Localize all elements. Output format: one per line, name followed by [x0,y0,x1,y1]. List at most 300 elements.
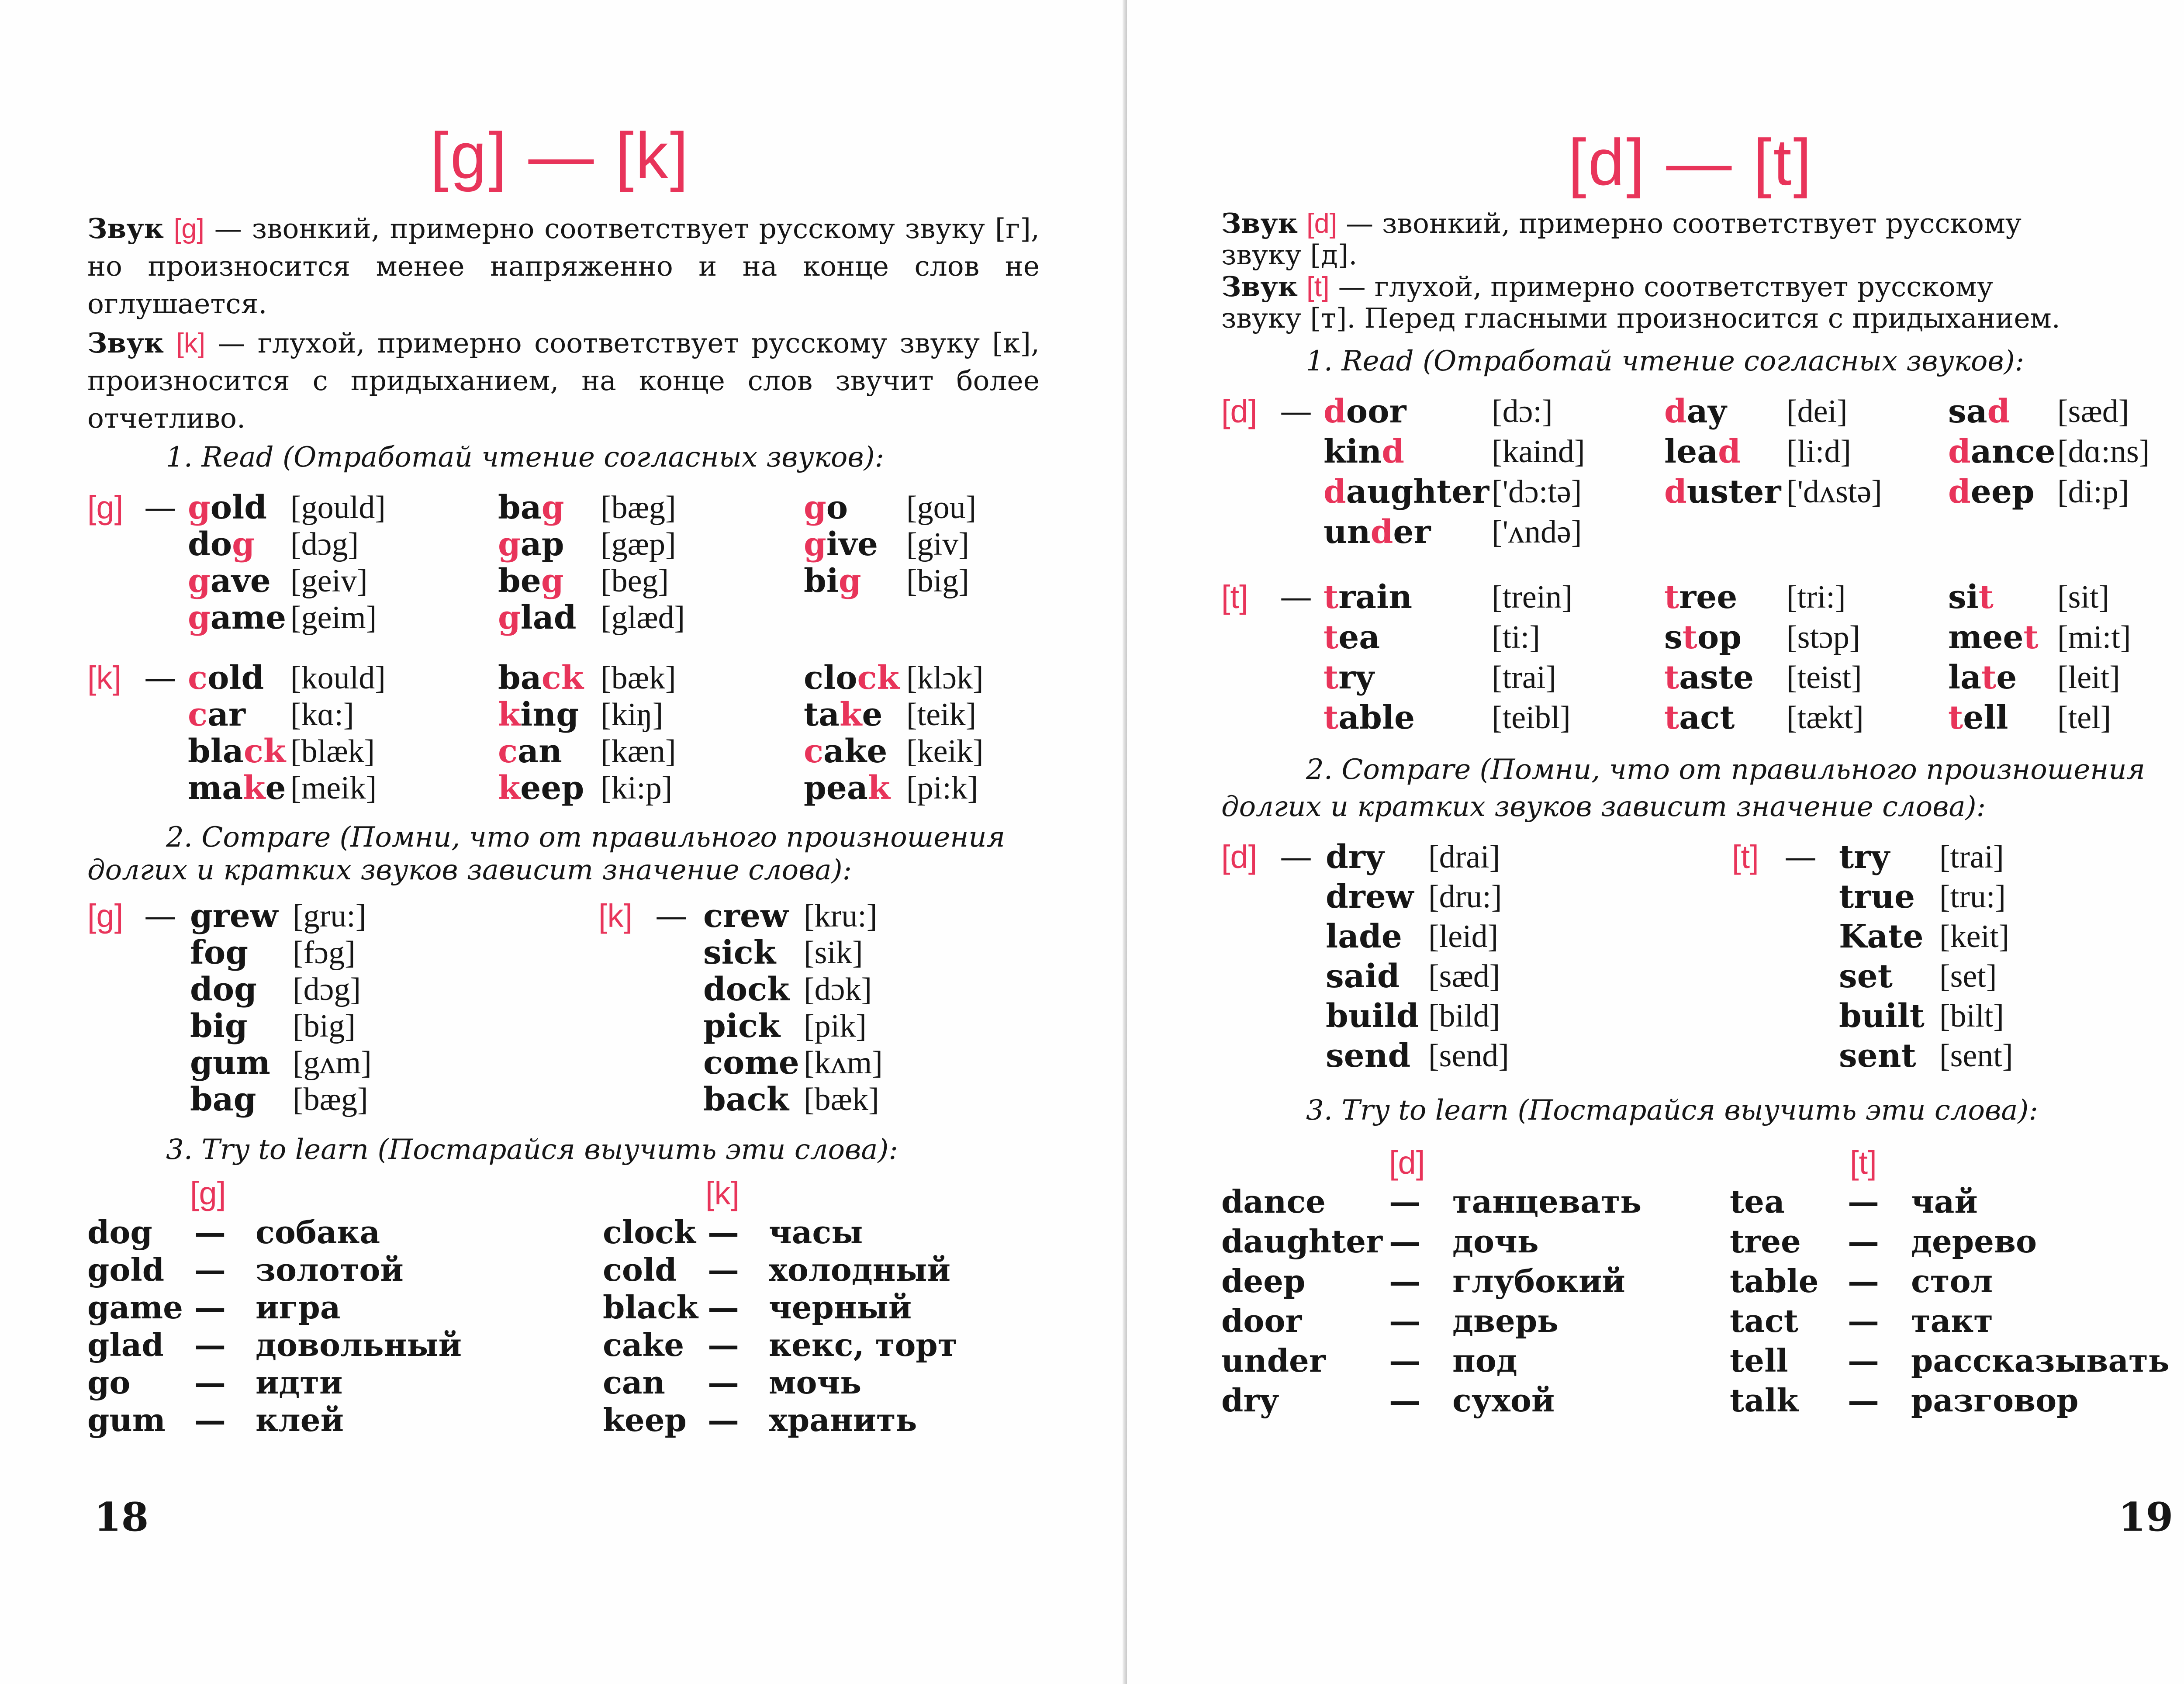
word-part: ba [498,489,542,526]
word-part: la [1948,659,1982,696]
dash: — [708,1251,739,1288]
intro-text: звуку [д]. [1221,239,1358,271]
transcription: [sik] [804,935,863,971]
word-part: aughter [1346,473,1489,511]
word-part: lea [1664,433,1718,470]
transcription: [mi:t] [2057,619,2131,655]
transcription: [bild] [1428,998,1500,1034]
transcription: [dɔk] [804,972,872,1007]
transcription: [giv] [906,526,969,562]
sound-label: [d] [1389,1145,1425,1181]
dash: — [1848,1183,1879,1220]
highlighted-letters: d [1718,433,1741,470]
word-part: uster [1686,473,1781,511]
word-part: oor [1346,393,1406,430]
word [804,698,883,731]
word [1664,578,1738,616]
sound-label: [k] [176,328,205,359]
vocab-word: daughter [1221,1223,1383,1260]
highlighted-letters: d [1948,433,1971,470]
highlighted-letters: k [498,769,521,807]
word [1324,699,1415,737]
word: pick [703,1007,781,1045]
translation: сухой [1452,1382,1555,1419]
vocab-word: tree [1730,1223,1801,1260]
highlighted-letters: t [1664,578,1679,616]
word: true [1839,878,1915,916]
word: fog [190,934,248,972]
highlighted-letters: ck [857,659,899,697]
translation: хранить [769,1401,917,1438]
word [804,769,891,807]
exercise-command: Compare [1341,754,1471,786]
transcription: [tel] [2057,700,2111,736]
vocab-word: dance [1221,1183,1326,1220]
highlighted-letters: t [1324,659,1339,696]
word: try [1839,838,1890,876]
dash: — [194,1401,226,1438]
exercise-number: 2. [1306,754,1333,786]
word-part: clo [804,659,857,697]
word [804,735,887,768]
transcription: [dru:] [1428,879,1502,915]
word-part: ame [210,599,287,636]
highlighted-letters: k [243,769,266,807]
highlighted-letters: c [188,659,208,697]
translation: разговор [1911,1382,2079,1419]
translation: такт [1911,1302,1993,1339]
transcription: [sæd] [1428,958,1500,994]
word: send [1326,1037,1411,1075]
word-part: ay [1686,393,1727,430]
vocab-word: dog [87,1214,152,1251]
highlighted-letters: g [804,489,826,526]
intro-text: — звонкий, примерно соответствует русскому [1346,207,2022,239]
intro-d-paragraph [1221,207,2182,271]
word-part: ap [520,526,564,563]
transcription: [keik] [906,733,984,769]
transcription: [geiv] [290,563,368,599]
transcription: [bilt] [1939,998,2004,1034]
transcription: [big] [293,1008,356,1044]
exercise-number: 3. [166,1134,193,1166]
exercise-2-heading [166,821,1005,854]
highlighted-letters: g [804,526,826,563]
transcription: [gru:] [293,898,366,934]
translation: кекс, торт [769,1326,957,1363]
dash: — [1848,1302,1879,1339]
highlighted-letters: t [1978,578,1994,616]
highlighted-letters: g [188,562,211,600]
vocab-word: tea [1730,1183,1785,1220]
transcription: [geim] [290,600,377,636]
transcription: [dɔ:] [1492,394,1553,429]
word-part: ance [1970,433,2056,470]
word: lade [1326,918,1402,955]
transcription: ['dʌstə] [1787,474,1882,510]
word: built [1839,997,1925,1035]
translation: холодный [769,1251,951,1288]
word-part: op [1697,619,1742,656]
highlighted-letters: t [1324,619,1339,656]
transcription: [bæg] [601,490,676,526]
exercise-hint: (Помни, что от правильного произношения [1479,754,2145,786]
transcription: [pi:k] [906,770,978,806]
word [498,769,584,807]
word [804,526,878,563]
word [1948,621,2039,654]
transcription: [beg] [601,563,669,599]
transcription: [kæn] [601,733,676,769]
dash: — [708,1364,739,1401]
highlighted-letters: t [1664,659,1679,696]
dash: — [1280,578,1312,616]
word [1948,473,2035,511]
vocab-word: game [87,1289,183,1326]
word: gum [190,1044,270,1082]
translation: игра [256,1289,341,1326]
word-part: mee [1948,619,2024,656]
vocab-word: black [603,1289,698,1326]
exercise-hint: (Постарайся выучить эти слова): [377,1134,898,1166]
word-part: eep [520,769,584,807]
word [498,526,564,563]
transcription: [di:p] [2057,474,2129,510]
dash: — [1389,1342,1420,1379]
transcription: [leit] [2057,660,2120,695]
word [1664,473,1781,511]
word-part: ave [210,562,271,600]
sound-label: [k] [705,1175,740,1211]
word [498,698,579,731]
word-part: do [188,526,232,563]
dash: — [1784,838,1817,876]
page-title: [g] — [k] [430,119,690,192]
translation: мочь [769,1364,862,1401]
transcription: [kould] [290,660,386,696]
word [1948,699,2008,737]
exercise-hint: (Помни, что от правильного произношения [339,821,1005,854]
word [1324,661,1374,694]
transcription: [kaind] [1492,434,1585,470]
transcription: [big] [906,563,969,599]
word: build [1326,997,1419,1035]
word-part: be [498,562,541,600]
vocab-word: go [87,1364,131,1401]
word-part: sa [1948,393,1987,430]
highlighted-letters: t [1682,619,1697,656]
translation: клей [256,1401,344,1438]
transcription: [ti:] [1492,619,1540,655]
dash: — [194,1326,226,1363]
word [188,659,264,697]
word: big [190,1007,248,1045]
word-part: kin [1324,433,1382,470]
word [804,491,848,524]
highlighted-letters: k [867,769,891,807]
word: dock [703,971,790,1008]
word: back [703,1081,789,1118]
highlighted-letters: g [541,489,564,526]
translation: дочь [1452,1223,1539,1260]
word-part: aste [1679,659,1754,696]
dash: — [1280,838,1312,876]
highlighted-letters: c [804,733,824,770]
exercise-command: Compare [201,821,331,854]
highlighted-letters: t [1324,699,1339,737]
word [188,698,245,731]
vocab-word: glad [87,1326,164,1363]
exercise-number: 1. [166,441,193,474]
word [1324,513,1431,551]
word [1664,699,1735,737]
translation: глубокий [1452,1262,1625,1300]
intro-text: — звонкий, примерно соответствует русскому звуку [г], но произносится менее напряженно и на конце слов не оглушается. [87,213,1040,320]
transcription: [pik] [804,1008,867,1044]
exercise-hint: (Отработай чтение согласных звуков): [1422,345,2025,377]
transcription: [bæg] [293,1082,368,1117]
vocab-word: clock [603,1214,696,1251]
dash: — [144,489,176,526]
exercise-3-heading [1306,1094,2038,1127]
dash: — [194,1214,226,1251]
word [498,491,564,524]
translation: рассказывать [1911,1342,2170,1379]
exercise-command: Try to learn [1341,1094,1509,1127]
dash: — [655,897,688,935]
transcription: [tri:] [1787,579,1846,615]
transcription: ['dɔ:tə] [1492,474,1582,510]
dash: — [1389,1183,1420,1220]
vocab-word: gold [87,1251,165,1288]
word-part: ea [1338,619,1380,656]
word-part: e [265,769,286,807]
dash: — [194,1364,226,1401]
transcription: [gæp] [601,526,676,562]
word [1664,433,1741,470]
word [1664,395,1727,428]
word-part: bla [188,733,244,770]
exercise-hint: (Постарайся выучить эти слова): [1517,1094,2038,1127]
intro-g-paragraph [87,210,1040,323]
intro-label: Звук [87,327,164,359]
word [804,659,899,697]
exercise-command: Read [201,441,274,474]
sound-label: [t] [1221,579,1248,615]
word [498,735,562,768]
vocab-word: cake [603,1326,684,1363]
word-part: ake [823,733,888,770]
vocab-word: can [603,1364,665,1401]
exercise-number: 3. [1306,1094,1333,1127]
exercise-2-heading [1306,754,2145,786]
word-part: s [1664,619,1683,656]
translation: собака [256,1214,380,1251]
transcription: [kiŋ] [601,697,663,733]
transcription: [kʌm] [804,1045,883,1081]
vocab-word: deep [1221,1262,1306,1300]
word-part: ive [826,526,878,563]
word [1324,621,1380,654]
sound-label: [d] [1306,208,1337,239]
transcription: [send] [1428,1038,1509,1074]
word-part: old [207,659,264,697]
transcription: [li:d] [1787,434,1851,470]
translation: под [1452,1342,1517,1379]
transcription: [tækt] [1787,700,1864,736]
word [804,562,861,600]
highlighted-letters: t [1664,699,1679,737]
transcription: [keit] [1939,919,2010,954]
sound-label: [t] [1732,839,1759,875]
page-number: 19 [2118,1494,2174,1540]
translation: довольный [256,1326,462,1363]
word [1948,661,2017,694]
word: sick [703,934,776,972]
transcription: [meik] [290,770,377,806]
transcription: ['ʌndə] [1492,514,1582,550]
dash: — [144,659,176,697]
page-title: [d] — [t] [1568,125,1814,199]
transcription: [trein] [1492,579,1572,615]
exercise-3-heading [166,1134,898,1166]
word [188,526,255,563]
highlighted-letters: c [188,696,208,733]
transcription: [glæd] [601,600,685,636]
word [1948,395,2010,428]
word-part: er [1393,513,1431,551]
transcription: [bæk] [804,1082,879,1117]
word-part: ta [804,696,840,733]
word-part: act [1679,699,1735,737]
dash: — [708,1289,739,1326]
word [1324,578,1413,616]
sound-label: [g] [87,898,124,934]
highlighted-letters: t [2023,619,2039,656]
word [498,562,564,600]
transcription: [sit] [2057,579,2110,615]
intro-text: звуку [т]. Перед гласными произносится с придыханием. [1221,302,2060,334]
dash: — [708,1326,739,1363]
sound-label: [g] [190,1175,226,1211]
vocab-word: cold [603,1251,677,1288]
highlighted-letters: k [498,696,521,733]
word-part: ry [1338,659,1375,696]
page-number: 18 [94,1494,149,1540]
vocab-word: talk [1730,1382,1799,1419]
translation: дерево [1911,1223,2037,1260]
highlighted-letters: t [1981,659,1997,696]
vocab-word: door [1221,1302,1302,1339]
transcription: [set] [1939,958,1997,994]
word [1664,621,1742,654]
exercise-number: 1. [1306,345,1333,377]
vocab-word: tell [1730,1342,1788,1379]
dash: — [708,1401,739,1438]
word: set [1839,958,1893,995]
vocab-word: under [1221,1342,1326,1379]
highlighted-letters: g [188,489,211,526]
word: dry [1326,838,1384,876]
highlighted-letters: g [498,526,521,563]
exercise-command: Read [1341,345,1414,377]
word-part: ma [188,769,243,807]
highlighted-letters: k [840,696,862,733]
word: said [1326,958,1400,995]
word-part: old [210,489,267,526]
word-part: rain [1338,578,1413,616]
dash: — [1389,1382,1420,1419]
sound-label: [d] [1221,839,1258,875]
word: sent [1839,1037,1916,1075]
word [188,735,286,768]
transcription: [ki:p] [601,770,673,806]
translation: идти [256,1364,343,1401]
intro-label: Звук [87,212,164,245]
highlighted-letters: g [838,562,861,600]
translation: дверь [1452,1302,1559,1339]
word [1948,578,1994,616]
translation: танцевать [1452,1183,1642,1220]
transcription: [blæk] [290,733,375,769]
word-part: ell [1963,699,2008,737]
dash: — [1848,1223,1879,1260]
exercise-hint: (Отработай чтение согласных звуков): [282,441,885,474]
transcription: [sent] [1939,1038,2013,1074]
transcription: [drai] [1428,839,1500,875]
word [188,491,267,524]
intro-text: — глухой, примерно соответствует русскому звуку [к], произносится с придыханием, на конце слов звучит более отчетливо. [87,327,1040,434]
dash: — [1848,1342,1879,1379]
word: crew [703,897,788,935]
dash: — [1848,1262,1879,1300]
transcription: [kɑ:] [290,697,354,733]
word: bag [190,1081,256,1118]
word [1324,473,1489,511]
word [1324,433,1404,470]
highlighted-letters: d [1370,513,1393,551]
sound-label: [d] [1221,393,1258,429]
word-part: bi [804,562,839,600]
transcription: [stɔp] [1787,619,1860,655]
dash: — [144,897,176,935]
transcription: [gould] [290,490,386,526]
dash: — [1389,1262,1420,1300]
intro-t-paragraph [1221,271,2182,334]
transcription: [dɔg] [290,526,359,562]
vocab-word: dry [1221,1382,1279,1419]
exercise-1-heading [166,441,884,474]
word [1948,433,2056,470]
sound-label: [t] [1306,272,1330,302]
highlighted-letters: ck [243,733,286,770]
exercise-number: 2. [166,821,193,854]
word [498,659,584,697]
transcription: [gou] [906,490,977,526]
word-part: lad [520,599,577,636]
word-part: ba [498,659,542,697]
word [188,562,271,600]
intro-label: Звук [1221,207,1298,239]
highlighted-letters: g [232,526,255,563]
exercise-command: Try to learn [201,1134,369,1166]
word-part: eep [1970,473,2035,511]
word: Kate [1839,918,1924,955]
transcription: [dɑ:ns] [2057,434,2150,470]
word-part: pea [804,769,868,807]
translation: стол [1911,1262,1993,1300]
transcription: [fɔg] [293,935,356,971]
